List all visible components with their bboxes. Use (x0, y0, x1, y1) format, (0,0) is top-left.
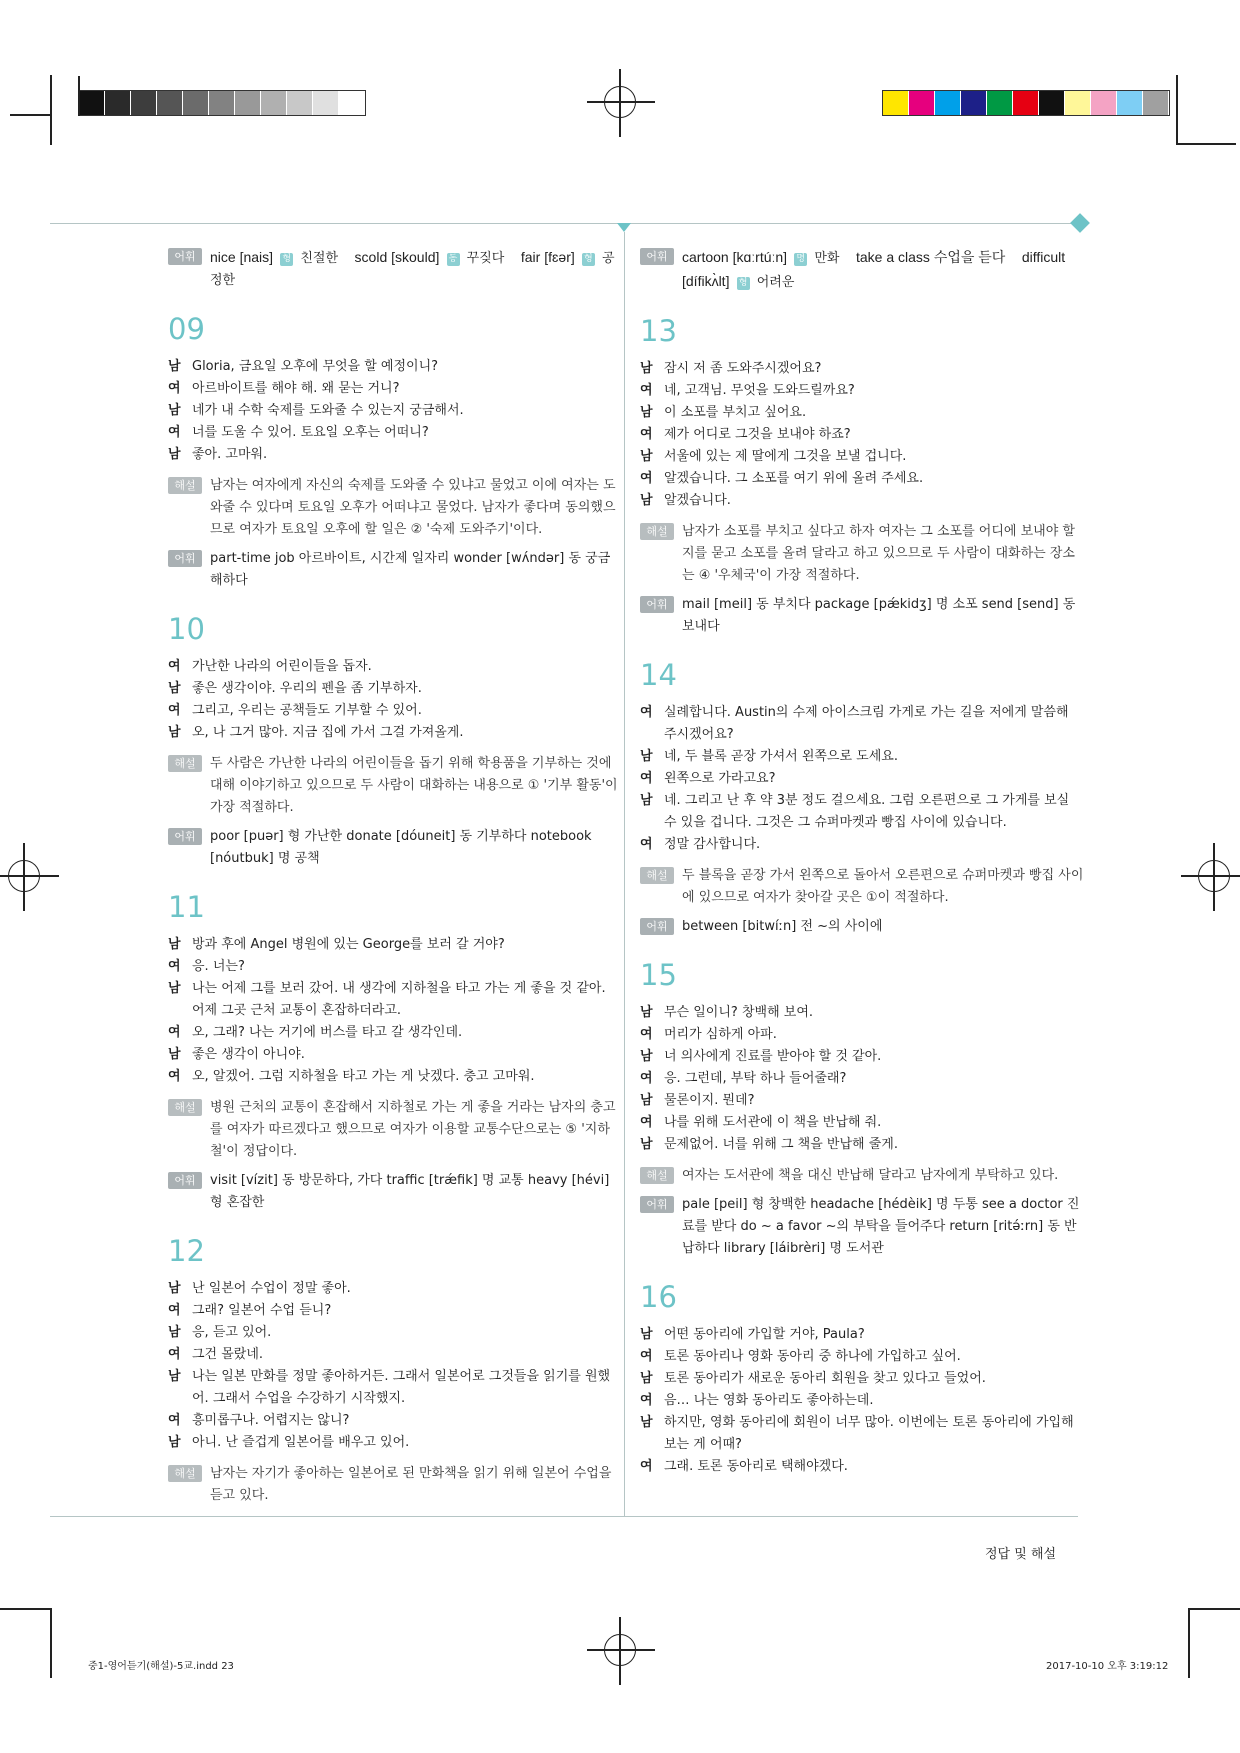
print-slug-timestamp: 2017-10-10 오후 3:19:12 (1046, 1661, 1169, 1672)
utterance-text: 물론이지. 뭔데? (664, 1093, 755, 1108)
solution-text: 병원 근처의 교통이 혼잡해서 지하철로 가는 게 좋을 거라는 남자의 충고를 여자가 따르겠다고 했으므로 여자가 이용할 교통수단으로는 ⑤ '지하철'이 정답이다. (210, 1100, 616, 1159)
utterance-text: 응. 그런데, 부탁 하나 들어줄래? (664, 1071, 847, 1086)
crop-mark (1176, 75, 1178, 145)
solution-text: 남자는 자기가 좋아하는 일본어로 된 만화책을 읽기 위해 일본어 수업을 듣고 있다. (210, 1466, 612, 1503)
speaker-label: 여 (168, 425, 181, 440)
utterance-text: 나를 위해 도서관에 이 책을 반납해 줘. (664, 1115, 882, 1130)
vocab-block (168, 826, 618, 870)
dialogue-line (640, 1390, 1085, 1412)
vocab-tag: 어휘 (168, 248, 202, 265)
color-swatch (183, 91, 209, 115)
pos-badge: 형 (737, 277, 750, 290)
pos-badge: 명 (794, 253, 807, 266)
solution-tag: 해설 (640, 523, 674, 540)
speaker-label: 여 (640, 1349, 653, 1364)
vocab-text: mail [meil] 동 부치다 package [pǽkidʒ] 명 소포 send [send] 동 보내다 (682, 597, 1076, 634)
print-slug-filename: 중1-영어듣기(해설)-5교.indd 23 (88, 1661, 234, 1672)
speaker-label: 여 (168, 703, 181, 718)
speaker-label: 여 (168, 1303, 181, 1318)
utterance-text: 응, 듣고 있어. (192, 1325, 272, 1340)
solution-tag: 해설 (168, 1099, 202, 1116)
crop-mark (1188, 1608, 1240, 1610)
vocab-meaning: 만화 (814, 251, 840, 266)
speaker-label: 남 (168, 1369, 181, 1384)
speaker-label: 여 (640, 427, 653, 442)
dialogue-line (168, 1432, 618, 1454)
color-swatch (1013, 91, 1039, 115)
speaker-label: 남 (168, 359, 181, 374)
dialogue-line (168, 1022, 618, 1044)
dialogue-line (640, 790, 1085, 834)
utterance-text: 네가 내 수학 숙제를 도와줄 수 있는지 궁금해서. (192, 403, 464, 418)
registration-mark (604, 1634, 636, 1666)
question-14 (640, 658, 1085, 938)
speaker-label: 남 (640, 1005, 653, 1020)
dialogue-line (640, 1046, 1085, 1068)
vocab-block (168, 548, 618, 592)
question-number: 10 (168, 612, 205, 646)
solution-text: 두 사람은 가난한 나라의 어린이들을 돕기 위해 학용품을 기부하는 것에 대해 이야기하고 있으므로 두 사람이 대화하는 내용으로 ① '기부 활동'이 가장 적절하다. (210, 756, 618, 815)
color-swatch (987, 91, 1013, 115)
color-swatch (935, 91, 961, 115)
crop-mark (50, 75, 52, 145)
dialogue-line (168, 978, 618, 1022)
dialogue-line (168, 1066, 618, 1088)
dialogue-line (640, 424, 1085, 446)
question-number: 12 (168, 1234, 205, 1268)
vocab-meaning: 어려운 (756, 275, 795, 290)
utterance-text: 가난한 나라의 어린이들을 돕자. (192, 659, 372, 674)
speaker-label: 여 (640, 471, 653, 486)
dialogue-line (640, 402, 1085, 424)
color-swatch (79, 91, 105, 115)
dialogue-line (640, 1134, 1085, 1156)
solution-tag: 해설 (640, 867, 674, 884)
question-16 (640, 1280, 1085, 1478)
dialogue-line (640, 746, 1085, 768)
dialogue-line (168, 722, 618, 744)
color-swatch (1143, 91, 1169, 115)
vocab-word: take a class 수업을 듣다 (856, 249, 1006, 265)
speaker-label: 남 (168, 1281, 181, 1296)
question-number: 14 (640, 658, 677, 692)
registration-mark (8, 860, 40, 892)
color-swatch (131, 91, 157, 115)
right-column (640, 246, 1085, 1498)
speaker-label: 남 (640, 1049, 653, 1064)
question-10 (168, 612, 618, 870)
color-swatch (1039, 91, 1065, 115)
pos-badge: 동 (447, 253, 460, 266)
dialogue-line (640, 834, 1085, 856)
utterance-text: 그리고, 우리는 공책들도 기부할 수 있어. (192, 703, 422, 718)
dialogue-line (640, 1346, 1085, 1368)
dialogue-line (168, 356, 618, 378)
solution-block (168, 475, 618, 541)
color-swatch (339, 91, 365, 115)
color-swatch (105, 91, 131, 115)
question-12 (168, 1234, 618, 1507)
utterance-text: 너 의사에게 진료를 받아야 할 것 같아. (664, 1049, 882, 1064)
solution-block (640, 521, 1085, 587)
utterance-text: 알겠습니다. (664, 493, 731, 508)
question-number: 13 (640, 314, 677, 348)
left-column (168, 246, 618, 1527)
speaker-label: 남 (640, 1327, 653, 1342)
dialogue-line (640, 1090, 1085, 1112)
dialogue-line (168, 656, 618, 678)
utterance-text: 응. 너는? (192, 959, 245, 974)
color-swatch (261, 91, 287, 115)
crop-mark (78, 76, 80, 116)
speaker-label: 남 (640, 493, 653, 508)
crop-mark (1188, 1608, 1190, 1678)
solution-tag: 해설 (168, 755, 202, 772)
speaker-label: 여 (640, 1071, 653, 1086)
color-swatch (287, 91, 313, 115)
dialogue-line (168, 1366, 618, 1410)
dialogue-line (640, 1324, 1085, 1346)
utterance-text: 흥미롭구나. 어렵지는 않니? (192, 1413, 350, 1428)
utterance-text: 아르바이트를 해야 해. 왜 묻는 거니? (192, 381, 400, 396)
speaker-label: 남 (640, 1093, 653, 1108)
color-swatch (883, 91, 909, 115)
solution-block (640, 1165, 1085, 1187)
speaker-label: 여 (168, 1347, 181, 1362)
speaker-label: 남 (168, 725, 181, 740)
speaker-label: 여 (168, 1069, 181, 1084)
registration-mark (1198, 860, 1230, 892)
utterance-text: 네, 고객님. 무엇을 도와드릴까요? (664, 383, 855, 398)
top-rule (50, 223, 1078, 224)
utterance-text: 음… 나는 영화 동아리도 좋아하는데. (664, 1393, 874, 1408)
dialogue-line (168, 1410, 618, 1432)
solution-tag: 해설 (168, 477, 202, 494)
utterance-text: 정말 감사합니다. (664, 837, 761, 852)
dialogue-line (640, 1068, 1085, 1090)
question-11 (168, 890, 618, 1214)
center-triangle-marker (617, 223, 631, 232)
utterance-text: 방과 후에 Angel 병원에 있는 George를 보러 갈 거야? (192, 937, 505, 952)
color-swatch (1091, 91, 1117, 115)
speaker-label: 남 (640, 1137, 653, 1152)
solution-text: 여자는 도서관에 책을 대신 반납해 달라고 남자에게 부탁하고 있다. (682, 1168, 1059, 1183)
question-09 (168, 312, 618, 592)
dialogue-line (168, 1322, 618, 1344)
vocab-block (640, 1194, 1085, 1260)
diamond-marker (1070, 213, 1090, 233)
vocab-tag: 어휘 (640, 248, 674, 265)
utterance-text: 이 소포를 부치고 싶어요. (664, 405, 807, 420)
vocab-block-top-right (640, 246, 1085, 294)
solution-block (640, 865, 1085, 909)
footer-title: 정답 및 해설 (985, 1547, 1057, 1562)
utterance-text: 문제없어. 너를 위해 그 책을 반납해 줄게. (664, 1137, 898, 1152)
dialogue-line (640, 490, 1085, 512)
utterance-text: 좋은 생각이 아니야. (192, 1047, 305, 1062)
solution-text: 남자가 소포를 부치고 싶다고 하자 여자는 그 소포를 어디에 보내야 할지를 묻고 소포를 올려 달라고 하고 있으므로 두 사람이 대화하는 장소는 ④ '우체국'이 가장 적절하다. (682, 524, 1075, 583)
speaker-label: 남 (168, 1047, 181, 1062)
speaker-label: 여 (640, 705, 653, 720)
vocab-text: between [bitwíːn] 전 ~의 사이에 (682, 919, 883, 934)
crop-mark (0, 1608, 50, 1610)
dialogue-line (640, 358, 1085, 380)
dialogue-line (640, 446, 1085, 468)
vocab-tag: 어휘 (640, 596, 674, 613)
vocab-tag: 어휘 (168, 550, 202, 567)
solution-block (168, 1463, 618, 1507)
crop-mark (1178, 143, 1236, 145)
registration-mark (604, 86, 636, 118)
utterance-text: 하지만, 영화 동아리에 회원이 너무 많아. 이번에는 토론 동아리에 가입해 보는 게 어때? (664, 1415, 1074, 1452)
dialogue-line (640, 768, 1085, 790)
vocab-text: pale [peil] 형 창백한 headache [hédèik] 명 두통 see a doctor 진료를 받다 do ~ a favor ~의 부탁을 들어주다 return [ritə́ːrn] 동 반납하다 library [láibrèri] 명 도서관 (682, 1197, 1080, 1256)
solution-tag: 해설 (640, 1167, 674, 1184)
utterance-text: 난 일본어 수업이 정말 좋아. (192, 1281, 351, 1296)
utterance-text: 제가 어디로 그것을 보내야 하죠? (664, 427, 851, 442)
utterance-text: 토론 동아리가 새로운 동아리 회원을 찾고 있다고 들었어. (664, 1371, 986, 1386)
utterance-text: 머리가 심하게 아파. (664, 1027, 777, 1042)
speaker-label: 여 (168, 959, 181, 974)
vocab-block (640, 594, 1085, 638)
dialogue-line (168, 1300, 618, 1322)
vocab-text (210, 246, 618, 292)
speaker-label: 남 (640, 361, 653, 376)
utterance-text: 네. 그리고 난 후 약 3분 정도 걸으세요. 그럼 오른편으로 그 가게를 보실 수 있을 겁니다. 그것은 그 슈퍼마켓과 빵집 사이에 있습니다. (664, 793, 1070, 830)
speaker-label: 남 (168, 981, 181, 996)
grayscale-swatch-bar (78, 90, 366, 116)
dialogue-line (640, 702, 1085, 746)
utterance-text: 오, 나 그거 많아. 지금 집에 가서 그걸 가져올게. (192, 725, 464, 740)
question-number: 16 (640, 1280, 677, 1314)
vocab-word: difficult [dífikʌ̀lt] (682, 249, 1066, 289)
speaker-label: 남 (168, 1435, 181, 1450)
question-15 (640, 958, 1085, 1260)
speaker-label: 여 (640, 1393, 653, 1408)
utterance-text: 네, 두 블록 곧장 가셔서 왼쪽으로 도세요. (664, 749, 898, 764)
question-number: 09 (168, 312, 205, 346)
color-swatch (1117, 91, 1143, 115)
vocab-word: nice [nais] (210, 249, 274, 265)
dialogue-line (640, 1456, 1085, 1478)
color-swatch (157, 91, 183, 115)
column-divider (624, 232, 625, 1516)
utterance-text: 나는 일본 만화를 정말 좋아하거든. 그래서 일본어로 그것들을 읽기를 원했어. 그래서 수업을 수강하기 시작했지. (192, 1369, 611, 1406)
speaker-label: 여 (168, 1413, 181, 1428)
dialogue-line (168, 422, 618, 444)
utterance-text: 그래. 토론 동아리로 택해야겠다. (664, 1459, 848, 1474)
solution-tag: 해설 (168, 1465, 202, 1482)
dialogue-line (168, 678, 618, 700)
question-number: 15 (640, 958, 677, 992)
dialogue-line (168, 400, 618, 422)
utterance-text: 왼쪽으로 가라고요? (664, 771, 776, 786)
speaker-label: 여 (640, 771, 653, 786)
vocab-word: scold [skould] (354, 249, 440, 265)
vocab-block (168, 1170, 618, 1214)
utterance-text: 토론 동아리나 영화 동아리 중 하나에 가입하고 싶어. (664, 1349, 961, 1364)
utterance-text: 오, 그래? 나는 거기에 버스를 타고 갈 생각인데. (192, 1025, 463, 1040)
dialogue-line (168, 444, 618, 466)
vocab-meaning: 공정한 (210, 251, 615, 288)
speaker-label: 남 (168, 681, 181, 696)
utterance-text: 나는 어제 그를 보러 갔어. 내 생각에 지하철을 타고 가는 게 좋을 것 같아. 어제 그곳 근처 교통이 혼잡하더라고. (192, 981, 606, 1018)
vocab-tag: 어휘 (640, 1196, 674, 1213)
dialogue-line (168, 1044, 618, 1066)
speaker-label: 남 (168, 447, 181, 462)
dialogue-line (168, 1278, 618, 1300)
speaker-label: 남 (168, 1325, 181, 1340)
speaker-label: 여 (640, 1027, 653, 1042)
color-swatch-bar (882, 90, 1170, 116)
vocab-block (640, 916, 1085, 938)
color-swatch (909, 91, 935, 115)
solution-text: 남자는 여자에게 자신의 숙제를 도와줄 수 있냐고 물었고 이에 여자는 도와줄 수 있다며 토요일 오후가 어떠냐고 물었다. 남자가 좋다며 동의했으므로 여자가 토요일 오후에 할 일은 ② '숙제 도와주기'이다. (210, 478, 616, 537)
speaker-label: 여 (640, 1115, 653, 1130)
color-swatch (313, 91, 339, 115)
speaker-label: 여 (168, 1025, 181, 1040)
dialogue-line (640, 1112, 1085, 1134)
pos-badge: 형 (582, 253, 595, 266)
speaker-label: 남 (168, 937, 181, 952)
vocab-text: visit [vízit] 동 방문하다, 가다 traffic [trǽfik] 명 교통 heavy [hévi] 형 혼잡한 (210, 1173, 610, 1210)
vocab-tag: 어휘 (168, 1172, 202, 1189)
question-13 (640, 314, 1085, 638)
vocab-text: poor [puər] 형 가난한 donate [dóuneit] 동 기부하다 notebook [nóutbuk] 명 공책 (210, 829, 592, 866)
vocab-text (682, 246, 1085, 294)
speaker-label: 여 (640, 1459, 653, 1474)
dialogue-line (640, 380, 1085, 402)
speaker-label: 여 (168, 659, 181, 674)
speaker-label: 남 (640, 449, 653, 464)
utterance-text: 너를 도울 수 있어. 토요일 오후는 어떠니? (192, 425, 429, 440)
speaker-label: 여 (640, 837, 653, 852)
solution-block (168, 753, 618, 819)
color-swatch (961, 91, 987, 115)
vocab-text: part-time job 아르바이트, 시간제 일자리 wonder [wʌ́ndər] 동 궁금해하다 (210, 551, 611, 588)
crop-mark (50, 1608, 52, 1678)
utterance-text: 어떤 동아리에 가입할 거야, Paula? (664, 1327, 865, 1342)
dialogue-line (640, 468, 1085, 490)
utterance-text: 아니. 난 즐겁게 일본어를 배우고 있어. (192, 1435, 410, 1450)
vocab-word: cartoon [kɑːrtúːn] (682, 249, 788, 265)
vocab-block-top-left (168, 246, 618, 292)
dialogue-line (168, 956, 618, 978)
color-swatch (235, 91, 261, 115)
utterance-text: 잠시 저 좀 도와주시겠어요? (664, 361, 822, 376)
dialogue-line (640, 1368, 1085, 1390)
color-swatch (209, 91, 235, 115)
pos-badge: 형 (280, 253, 293, 266)
utterance-text: 무슨 일이니? 창백해 보여. (664, 1005, 814, 1020)
speaker-label: 남 (640, 793, 653, 808)
speaker-label: 남 (168, 403, 181, 418)
question-number: 11 (168, 890, 205, 924)
solution-block (168, 1097, 618, 1163)
vocab-meaning: 꾸짖다 (466, 251, 505, 266)
dialogue-line (168, 378, 618, 400)
crop-mark (10, 114, 50, 116)
speaker-label: 남 (640, 405, 653, 420)
utterance-text: 서울에 있는 제 딸에게 그것을 보낼 겁니다. (664, 449, 907, 464)
utterance-text: 알겠습니다. 그 소포를 여기 위에 올려 주세요. (664, 471, 924, 486)
dialogue-line (640, 1412, 1085, 1456)
vocab-tag: 어휘 (168, 828, 202, 845)
color-swatch (1065, 91, 1091, 115)
utterance-text: 좋아. 고마워. (192, 447, 268, 462)
speaker-label: 여 (640, 383, 653, 398)
utterance-text: 좋은 생각이야. 우리의 펜을 좀 기부하자. (192, 681, 422, 696)
dialogue-line (168, 1344, 618, 1366)
solution-text: 두 블록을 곧장 가서 왼쪽으로 돌아서 오른편으로 슈퍼마켓과 빵집 사이에 있으므로 여자가 찾아갈 곳은 ①이 적절하다. (682, 868, 1084, 905)
dialogue-line (640, 1024, 1085, 1046)
vocab-meaning: 친절한 (300, 251, 339, 266)
speaker-label: 남 (640, 1371, 653, 1386)
utterance-text: 오, 알겠어. 그럼 지하철을 타고 가는 게 낫겠다. 충고 고마워. (192, 1069, 535, 1084)
utterance-text: 그래? 일본어 수업 듣니? (192, 1303, 332, 1318)
speaker-label: 여 (168, 381, 181, 396)
speaker-label: 남 (640, 749, 653, 764)
speaker-label: 남 (640, 1415, 653, 1430)
utterance-text: 그건 몰랐네. (192, 1347, 264, 1362)
vocab-tag: 어휘 (640, 918, 674, 935)
vocab-word: fair [fɛər] (520, 249, 575, 265)
dialogue-line (640, 1002, 1085, 1024)
dialogue-line (168, 934, 618, 956)
utterance-text: Gloria, 금요일 오후에 무엇을 할 예정이니? (192, 359, 439, 374)
dialogue-line (168, 700, 618, 722)
utterance-text: 실례합니다. Austin의 수제 아이스크림 가게로 가는 길을 저에게 말씀해 주시겠어요? (664, 705, 1069, 742)
